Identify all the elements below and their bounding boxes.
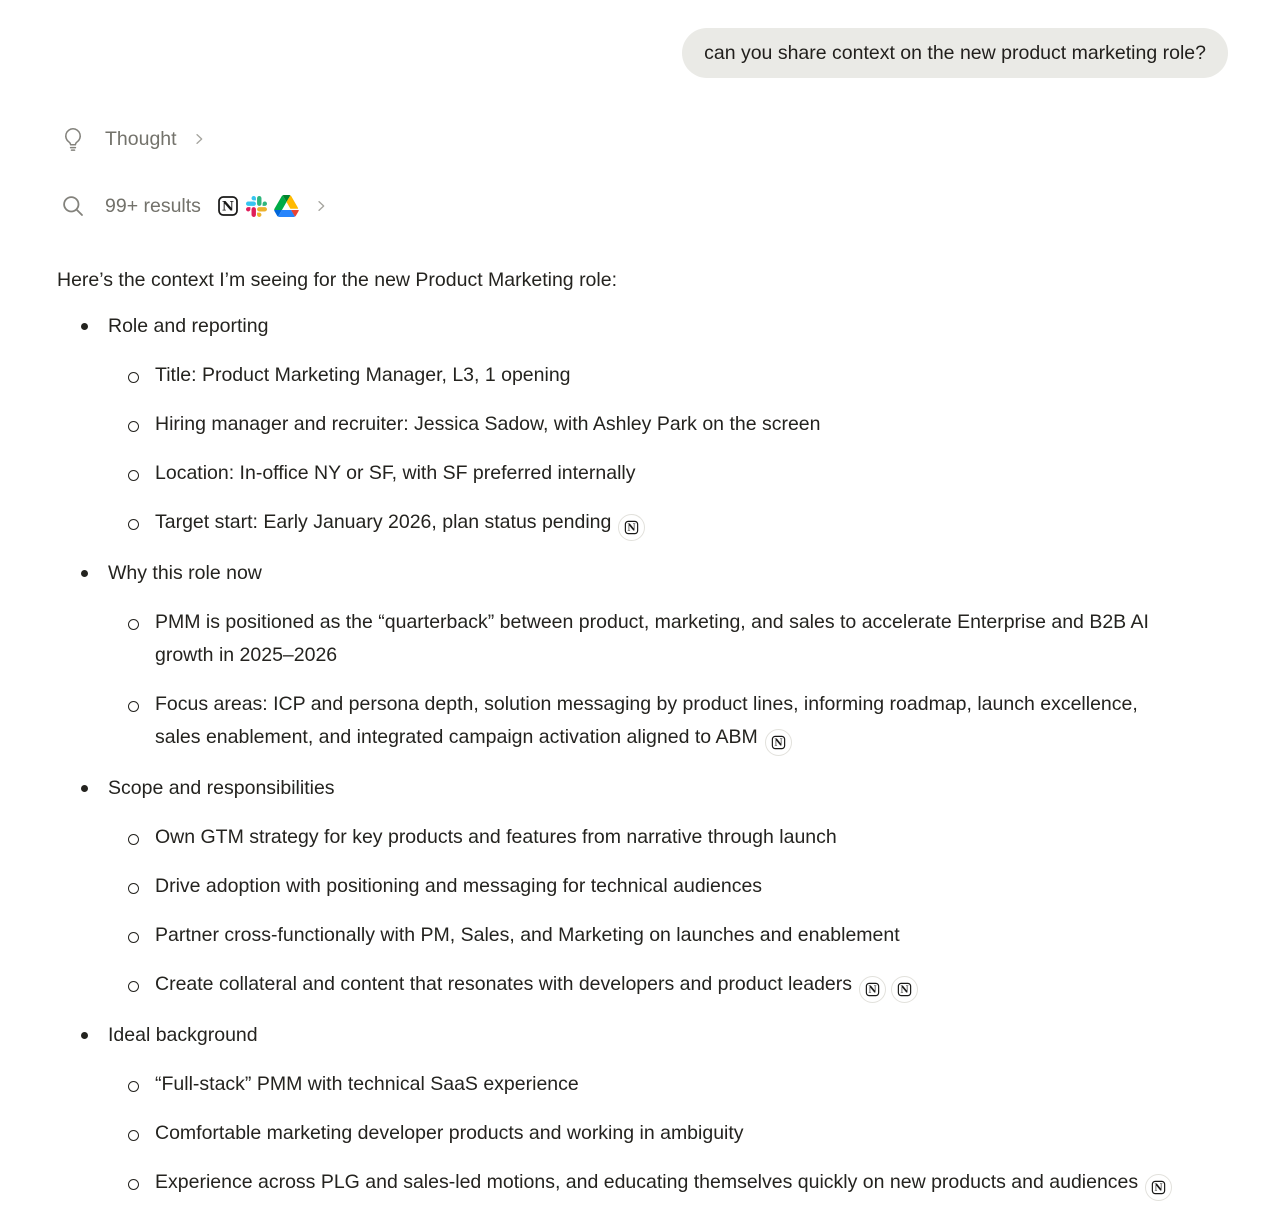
search-icon [59, 194, 86, 218]
lightbulb-icon [59, 126, 86, 152]
section-title: Why this role now [57, 557, 1179, 590]
list-item: Partner cross-functionally with PM, Sales, and Marketing on launches and enablement [57, 919, 1179, 952]
notion-citation-badge[interactable] [1145, 1174, 1172, 1201]
source-icons [217, 195, 299, 217]
section-title: Role and reporting [57, 310, 1179, 343]
search-results-label: 99+ results [105, 194, 201, 217]
list-item: Own GTM strategy for key products and features from narrative through launch [57, 821, 1179, 854]
search-results-expander[interactable] [59, 191, 329, 221]
assistant-steps [59, 124, 1228, 221]
answer-section [57, 310, 1179, 541]
answer-section [57, 557, 1179, 756]
section-items [57, 359, 1179, 541]
answer-intro: Here’s the context I’m seeing for the new Product Marketing role: [57, 269, 617, 291]
slack-icon [246, 196, 267, 217]
assistant-answer [57, 264, 1179, 1201]
list-item: PMM is positioned as the “quarterback” between product, marketing, and sales to accelerate Enterprise and B2B AI growth in 2025–2026 [57, 606, 1179, 672]
user-message-row [57, 28, 1228, 78]
section-title: Ideal background [57, 1019, 1179, 1052]
list-item: Title: Product Marketing Manager, L3, 1 opening [57, 359, 1179, 392]
list-item: Create collateral and content that resonates with developers and product leaders [57, 968, 1179, 1003]
section-items [57, 1068, 1179, 1201]
list-item: Hiring manager and recruiter: Jessica Sadow, with Ashley Park on the screen [57, 408, 1179, 441]
chevron-right-icon [191, 131, 207, 147]
list-item: Experience across PLG and sales-led motions, and educating themselves quickly on new products and audiences [57, 1166, 1179, 1201]
notion-citation-badge[interactable] [765, 729, 792, 756]
thought-expander[interactable] [59, 124, 207, 154]
notion-citation-badge[interactable] [618, 514, 645, 541]
answer-section [57, 1019, 1179, 1201]
section-items [57, 821, 1179, 1003]
list-item: Location: In-office NY or SF, with SF preferred internally [57, 457, 1179, 490]
list-item: Comfortable marketing developer products and working in ambiguity [57, 1117, 1179, 1150]
list-item: Focus areas: ICP and persona depth, solution messaging by product lines, informing roadmap, launch excellence, sales enablement, and integrated campaign activation aligned to ABM [57, 688, 1179, 756]
section-title: Scope and responsibilities [57, 772, 1179, 805]
user-message-bubble: can you share context on the new product marketing role? [682, 28, 1228, 78]
list-item: Target start: Early January 2026, plan status pending [57, 506, 1179, 541]
notion-icon [217, 195, 239, 217]
notion-citation-badge[interactable] [891, 976, 918, 1003]
section-items [57, 606, 1179, 756]
chevron-right-icon [313, 198, 329, 214]
thought-label: Thought [105, 127, 177, 150]
notion-citation-badge[interactable] [859, 976, 886, 1003]
answer-section [57, 772, 1179, 1003]
google-drive-icon [274, 195, 299, 217]
list-item: “Full-stack” PMM with technical SaaS experience [57, 1068, 1179, 1101]
list-item: Drive adoption with positioning and messaging for technical audiences [57, 870, 1179, 903]
